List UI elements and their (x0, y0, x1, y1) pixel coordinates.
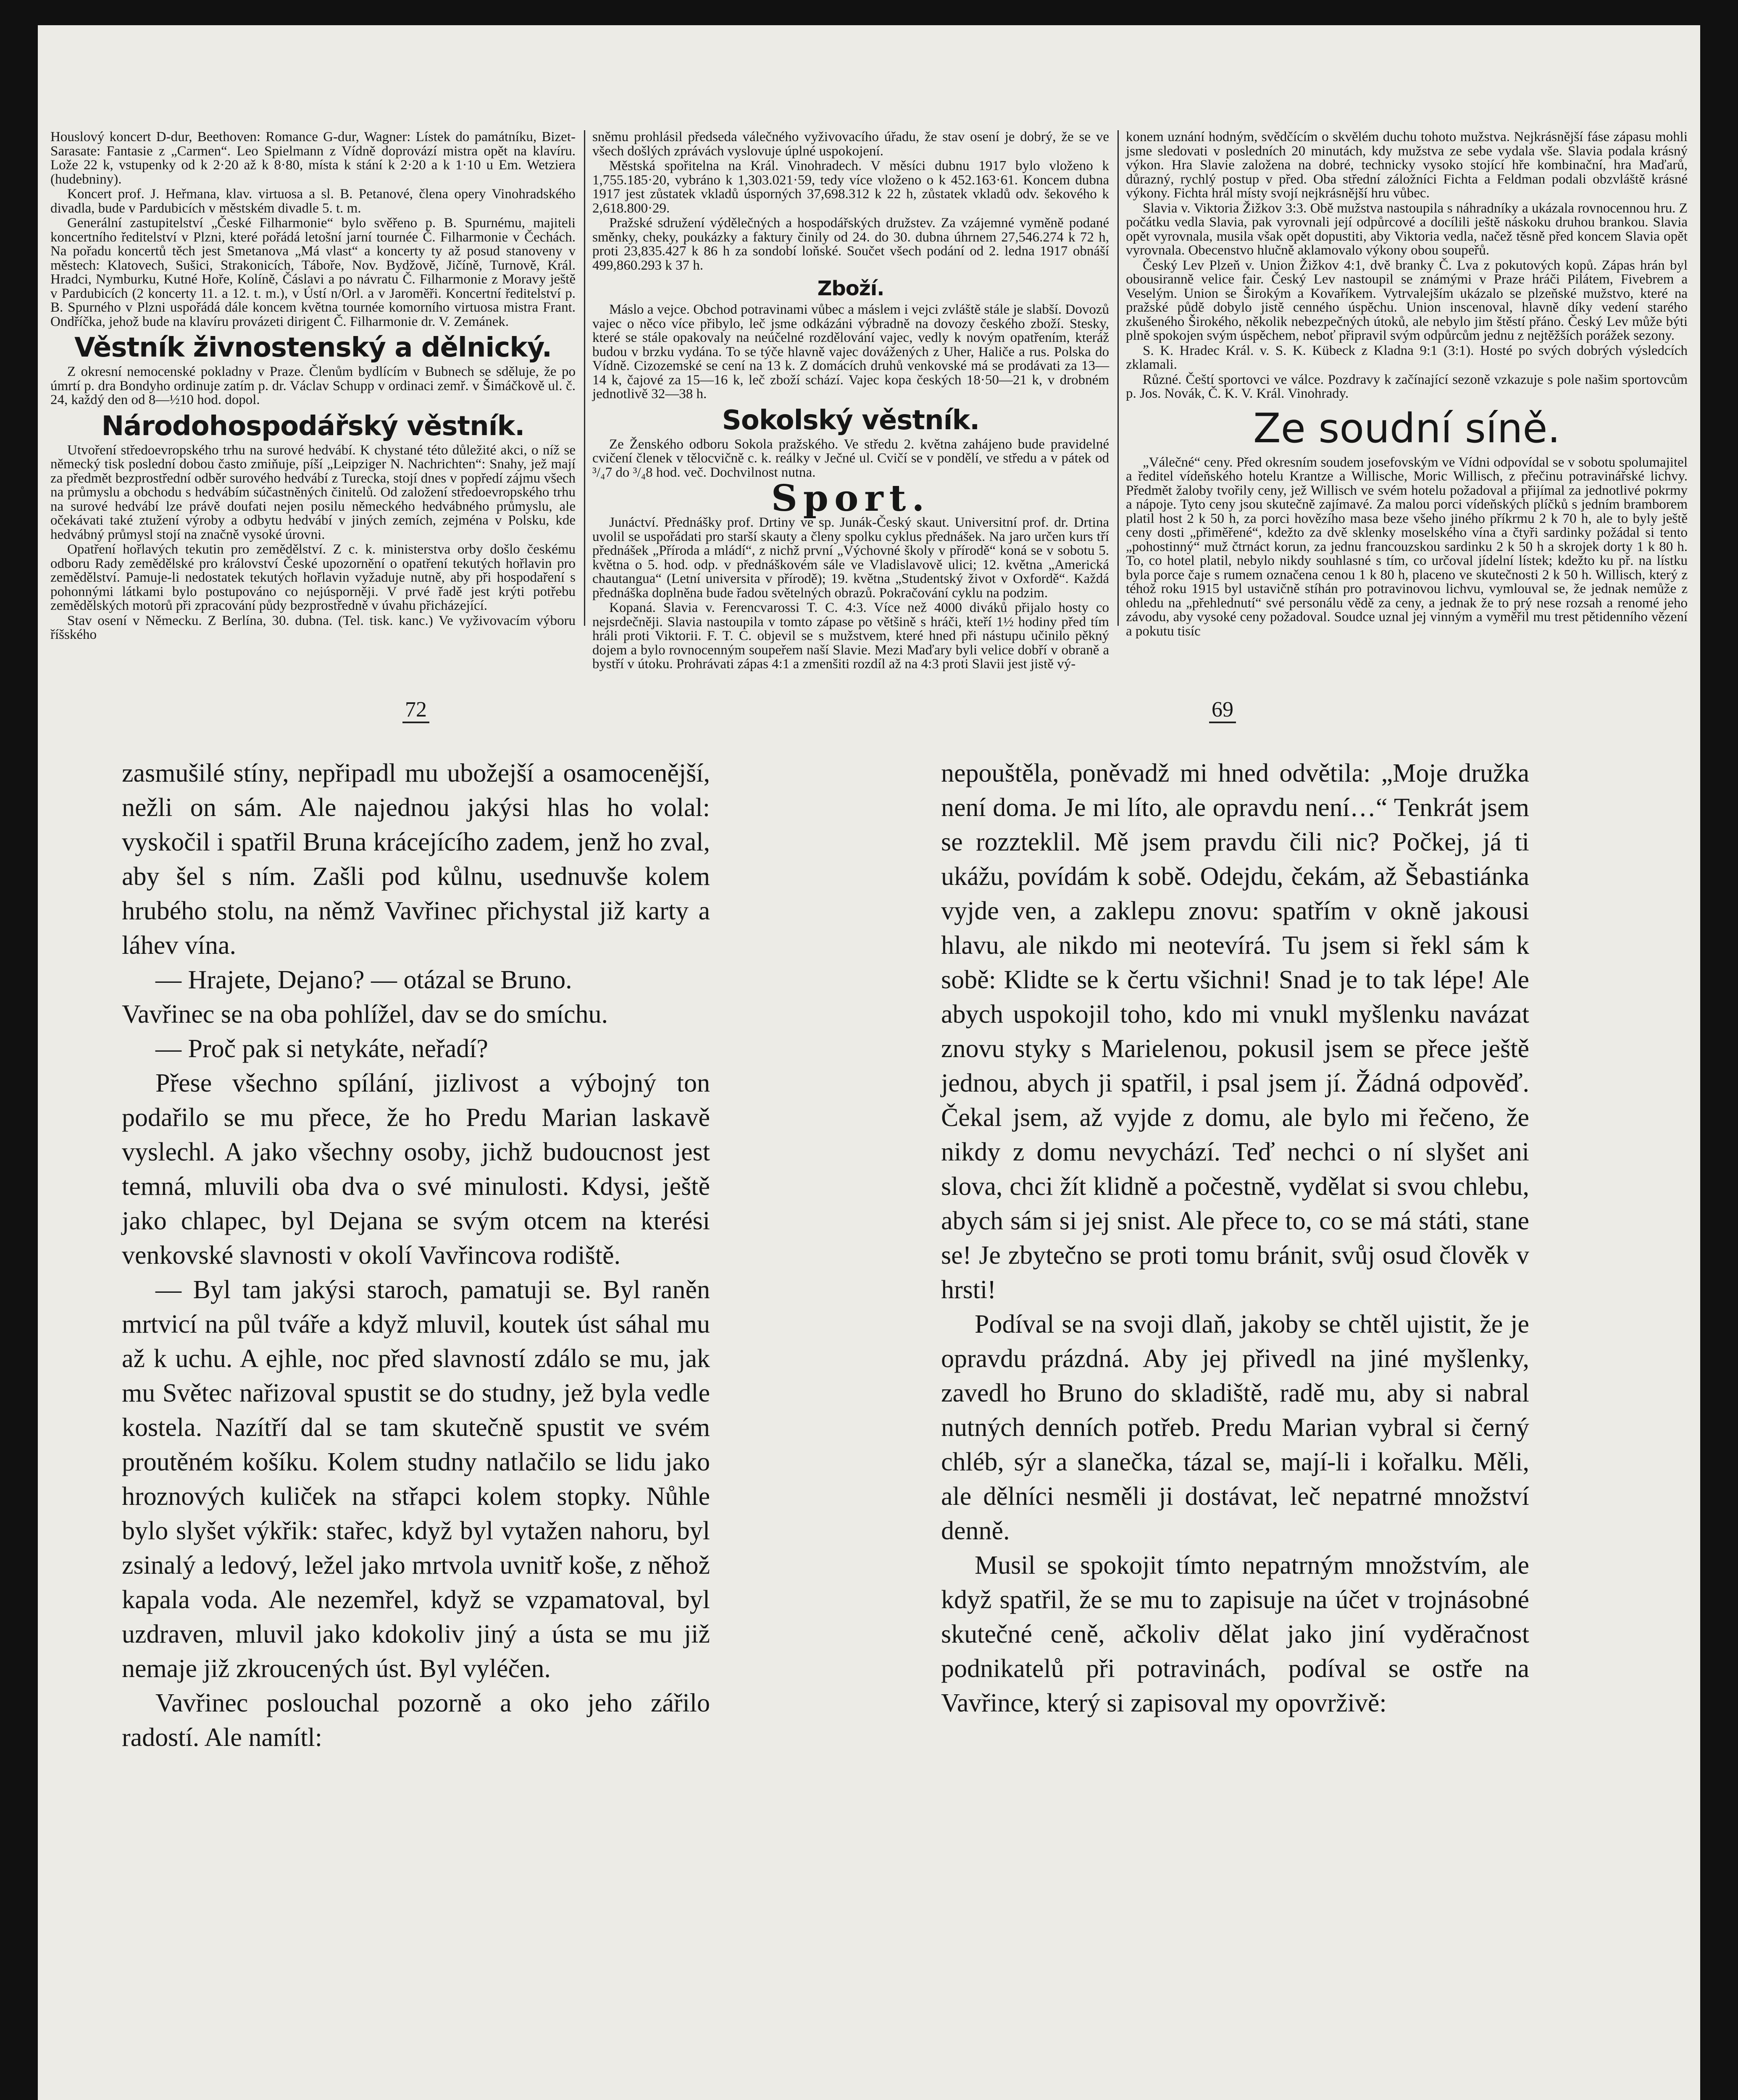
column-2-paragraph: sněmu prohlásil předseda válečného vyživovacího úřadu, že stav osení je dobrý, že se ve všech došlých zprávách vyslovuje úplné uspokojení. (592, 129, 1109, 159)
scanned-page (38, 25, 1700, 2100)
column-3-paragraph: Slavia v. Viktoria Žižkov 3:3. Obě mužstva nastoupila s náhradníky a ukázala rovnocennou hru. Z počátku vedla Slavia, pak vyrovnali její odpůrcové a docílili ještě náskoku druhou brankou. Slavia opět vyrovnala, musila však opět dopustiti, aby Viktoria vedla, načež těsně před koncem Slavia opět vyrovnala. Obecenstvo hlučně aklamovalo výkony obou soupeřů. (1126, 200, 1688, 258)
column-1-paragraph: Houslový koncert D-dur, Beethoven: Romance G-dur, Wagner: Lístek do památníku, Bizet-Sarasate: Fantasie z „Carmen“. Leo Spielmann z Vídně doprovází mistra opět na klavíru. Lože 22 k, vstupenky od k 2·20 až k 8·80, místa k stání k 2·20 a k 1·10 u Em. Wetziera (hudebniny). (50, 129, 576, 187)
page-number-left-text: 72 (402, 698, 429, 723)
book-paragraph: Musil se spokojit tímto nepatrným množstvím, ale když spatřil, že se mu to zapisuje na účet v trojnásobné skutečné ceně, ačkoliv dělat jako jiní vyděračnost podnikatelů při potravinách, podíval se ostře na Vavřince, který si zapisoval my opovrživě: (941, 1551, 1529, 1717)
book-paragraph: — Proč pak si netykáte, neřadí? (155, 1034, 488, 1063)
column-1-paragraph: Stav osení v Německu. Z Berlína, 30. dubna. (Tel. tisk. kanc.) Ve vyživovacím výboru říšského (50, 613, 576, 642)
column-2-paragraph: Junáctví. Přednášky prof. Drtiny ve sp. Junák-Český skaut. Universitní prof. dr. Drtina uvolil se uspořádati pro starší skauty a členy spolku cyklus přednášek. Na jaro určen kurs tří přednášek „Příroda a mládí“, z nichž první „Výchovné školy v přírodě“ koná se v sobotu 5. května o 5. hod. odp. v přednáškovém sále ve Vladislavově ulici; 12. května „Americká chautangua“ (Letní universita v přírodě); 19. května „Studentský život v Oxfordě“. Každá přednáška doplněna bude řadou světelných obrazů. Pokračování cyklu na podzim. (592, 515, 1109, 601)
book-paragraph: Vavřinec poslouchal pozorně a oko jeho zářilo radostí. Ale namítl: (122, 1689, 710, 1752)
column-3-paragraph: konem uznání hodným, svědčícím o skvělém duchu tohoto mužstva. Nejkrásnější fáse zápasu mohli jsme sledovati v posledních 20 minutách, kdy mužstva ze sebe vydala vše. Slavia podala krásný výkon. Hra Slavie založena na dobré, technicky vysoko stojící hře kombinační, hra Maďarů, důrazný, rychlý postup v před. Oba střední záložníci Fichta a Feldman podali obzvláště krásné výkony. Fichta hrál místy svojí nejkrásnější hru vůbec. (1126, 129, 1688, 201)
book-paragraph: nepouštěla, poněvadž mi hned odvětila: „Moje družka není doma. Je mi líto, ale opravdu není…“ Tenkrát jsem se rozzteklil. Mě jsem pravdu čili nic? Počkej, já ti ukážu, povídám k sobě. Odejdu, čekám, až Šebastiánka vyjde ven, a zaklepu znovu: spatřím v okně jakousi hlavu, ale nikdo mi neotevírá. Tu jsem si řekl sám k sobě: Klidte se k čertu všichni! Snad je to tak lépe! Ale abych uspokojil toho, kdo mi vnukl myšlenku navázat znovu styky s Marielenou, pokusil jsem se přece ještě jednou, abych ji spatřil, i psal jsem jí. Žádná odpověď. Čekal jsem, až vyjde z domu, ale bylo mi řečeno, že nikdy z domu nevychází. Teď nechci o ní slyšet ani slova, chci žít klidně a počestně, vydělat si svou chlebu, abych sám si jej snist. Ale přece to, co se má státi, stane se! Je zbytečno se proti tomu bránit, svůj osud člověk v hrsti! (941, 759, 1529, 1304)
column-1-paragraph: Utvoření středoevropského trhu na surové hedvábí. K chystané této důležité akci, o níž se německý tisk poslední dobou často zmiňuje, píší „Leipziger N. Nachrichten“: Snahy, jež mají za předmět bezprostřední odběr surového hedvábí z Turecka, stojí dnes v popředí zájmu všech na průmyslu a obchodu s hedvábím súčastněných činitelů. Od založení středoevropského trhu na surové hedvábí lze právě doufati nejen posilu německého hedvábného průmyslu, ale očekávati také ztužení výroby a odbytu hedvábí v jiných zemích, zejména v Polsku, kde hedvábný průmysl stojí na značně vysoké úrovni. (50, 442, 576, 542)
newspaper-column-2 (592, 129, 1109, 672)
book-paragraph: zasmušilé stíny, nepřipadl mu ubožejší a osamocenější, nežli on sám. Ale najednou jakýsi hlas ho volal: vyskočil i spatřil Bruna krácejícího zadem, jenž ho zval, aby šel s ním. Zašli pod kůlnu, usednuvše kolem hrubého stolu, na němž Vavřinec přichystal již karty a láhev vína. (122, 759, 710, 960)
column-1-paragraph: Generální zastupitelství „České Filharmonie“ bylo svěřeno p. B. Spurnému, majiteli koncertního ředitelství v Plzni, které pořádá letošní jarní tournée Č. Filharmonie v Čechách. Na pořadu koncertů těch jest Smetanova „Má vlast“ a koncerty ty až posud stanoveny v městech: Klatovech, Sušici, Strakonicích, Táboře, Nov. Bydžově, Jičíně, Turnově, Král. Hradci, Nymburku, Kutné Hoře, Kolíně, Čáslavi a po návratu Č. Filharmonie z Moravy ještě v Pardubicích (2 koncerty 11. a 12. t. m.), v Ústí n/Orl. a v Jaroměři. Koncertní ředitelství p. B. Spurného v Plzni uspořádá dále koncem května tournée komorního virtuosa mistra Frant. Ondříčka, jehož bude na klavíru provázeti dirigent Č. Filharmonie dr. V. Zemánek. (50, 215, 576, 329)
book-paragraph: — Hrajete, Dejano? — otázal se Bruno. (155, 966, 572, 994)
section-heading-sokol: Sokolský věstník. (722, 404, 980, 436)
newspaper-column-1 (50, 129, 576, 642)
book-page-right (941, 756, 1529, 2100)
column-1-paragraph: Z okresní nemocenské pokladny v Praze. Členům bydlícím v Bubnech se sděluje, že po úmrtí p. dra Bondyho ordinuje zatím p. dr. Václav Schupp v ordinaci zemř. v Šimáčkově ul. č. 24, každý den od 8—½10 hod. dopol. (50, 364, 576, 407)
page-number-right-text: 69 (1209, 698, 1236, 723)
page-number-right (1181, 697, 1265, 722)
column-3-paragraph: S. K. Hradec Král. v. S. K. Kübeck z Kladna 9:1 (3:1). Hosté po svých dobrých výsledcích zklamali. (1126, 343, 1688, 372)
book-paragraph: — Byl tam jakýsi starоch, pamatuji se. Byl raněn mrtvicí na půl tváře a když mluvil, koutek úst sáhal mu až k uchu. A ejhle, noc před slavností zdálo se mu, jak mu Světec nařizoval spustit se do studny, jež byla vedle kostela. Nazítří dal se tam skutečně spustit ve svém proutěném košíku. Kolem studny natlačilo se lidu jako hroznových kuliček na střapci kolem stopky. Nůhle bylo slyšet výkřik: stařec, když byl vytažen nahoru, byl zsinalý a ledový, ležel jako mrtvola uvnitř koše, z něhož kapala voda. Ale nezemřel, když se vzpamatoval, byl uzdraven, mluvil jako kdokoliv jiný a ústa se mu již nemaje již zkroucených úst. Byl vyléčen. (122, 1276, 710, 1683)
column-3-paragraph: Různé. Čeští sportovci ve válce. Pozdravy k začínající sezoně vzkazuje s pole našim sportovcům p. Jos. Novák, Č. K. V. Král. Vinohrady. (1126, 372, 1688, 401)
column-3-paragraph: „Válečné“ ceny. Před okresním soudem josefovským ve Vídni odpovídal se v sobotu spolumajitel a ředitel vídeňského hotelu Krantze a Willische, Moric Willisch, z přečinu potravinářské lichvy. Předmět žaloby tvořily ceny, jež Willisch ve svém hotelu požadoval a přijímal za jednotlivé pokrmy a nápoje. Tyto ceny jsou skutečně zajímavé. Za malou porci vídeňských plíčků s jedním bramborem platil host 2 k 50 h, za porci hovězího masa beze všeho jiného příkrmu 2 k 70 h, ale to byly ještě ceny dosti „přiměřené“, kdežto za dvě sklenky moselského vína a čtyři sardinky požádal si tento „pohostinný“ muž čtrnáct korun, za jednu francouzskou sardinku 2 k 50 h a skrojek dorty 1 k 80 h. To, co hotel platil, nebylo nikdy souhlasné s tím, co určoval jídelní lístek; kdežto ku př. na lístku byla porce čaje s rumem označena cenou 1 k 80 h, placeno ve skutečnosti 2 k 50 h. Willisch, který z téhož roku 1915 byl ustavičně stíhán pro potravinovou lichvu, vymlouval se, že jednak nemůže z ohledu na „přehlednutí“ své personálu vědě za ceny, a jednak že to prý nese rozsah a renomé jeho závodu, aby vysoké ceny požadoval. Soudce uznal jej vinným a vyměřil mu trest pětidenního vězení a pokutu tisíc (1126, 454, 1688, 639)
column-3-paragraph: Český Lev Plzeň v. Union Žižkov 4:1, dvě branky Č. Lva z pokutových kopů. Zápas hrán byl obousiranně velice fair. Český Lev nastoupil se známými v Praze hráči Pilátem, Fivebrem a Veselým. Union se Širokým a Kovaříkem. Vytrvalejším ukázalo se plzeňské mužstvo, které na pražské půdě dobylo jistě cenného úspěchu. Union inscenoval, hlavně díky vedení starého zkušeného Širokého, několik nebezpečných útoků, ale nebylo jim štěstí přáno. Český Lev může býti plně spokojen svým úspěchem, neboť připravil svým odpůrcům jednu z nejtěžších porážek sezony. (1126, 257, 1688, 343)
column-1-paragraph: Opatření hořlavých tekutin pro zemědělství. Z c. k. ministerstva orby došlo českému odboru Rady zemědělské pro království České upozornění o opatření tekutých hořlavin pro zemědělství. Pamuje-li nedostatek tekutých hořlavin vyžaduje nutně, aby při hospodaření s pohonnými látkami bylo postupováno co nejúsporněji. V prvé řadě jest krýti potřebu zemědělských motorů při zpracování půdy bezprostředně v úvahu přicházející. (50, 542, 576, 613)
column-2-paragraph: Ze Ženského odboru Sokola pražského. Ve středu 2. května zahájeno bude pravidelné cvičení členek v tělocvičně c. k. reálky v Ječné ul. Cvičí se v pondělí, ve středu a v pátek od ³/₄7 do ³/₄8 hod. več. Dochvilnost nutna. (592, 436, 1109, 480)
section-heading-trade: Věstník živnostenský a dělnický. (74, 332, 552, 363)
column-2-paragraph: Pražské sdružení výdělečných a hospodářských družstev. Za vzájemné vyměně podané směnky, cheky, poukázky a faktury činily od 24. do 30. dubna úhrnem 27,546.274 k 72 h, proti 23,835.427 k 86 h za sondobí loňské. Součet všech podání od 2. ledna 1917 obnáší 499,860.293 k 37 h. (592, 215, 1109, 273)
newspaper-clipping (50, 129, 1688, 672)
page-number-left (374, 697, 458, 722)
section-heading-economy: Národohospodářský věstník. (101, 410, 525, 442)
column-2-paragraph: Městská spořitelna na Král. Vinohradech. V měsíci dubnu 1917 bylo vloženo k 1,755.185·20, vybráno k 1,303.021·59, tedy více vloženo o k 452.163·61. Koncem dubna 1917 jest zůstatek vkladů úsporných 37,698.312 k 22 h, zůstatek vkladů odv. šekového k 2,618.800·29. (592, 158, 1109, 216)
column-1-paragraph: Koncert prof. J. Heřmana, klav. virtuosa a sl. B. Petanové, člena opery Vinohradského divadla, bude v Pardubicích v městském divadle 5. t. m. (50, 186, 576, 216)
column-divider (584, 130, 585, 626)
section-heading-sport: Sport. (771, 477, 931, 520)
section-heading-goods: Zboží. (817, 277, 884, 300)
book-page-left (122, 756, 710, 2100)
column-2-paragraph: Máslo a vejce. Obchod potravinami vůbec a máslem i vejci zvláště stále je slabší. Dovozů vajec o něco více přibylo, leč jsme odkázáni výbradně na dovozy českého zboží. Stesky, které se stále opakovaly na neúčelné rozdělování vajec, vedly k novým opatřením, kteráž budou v brzku vydána. To se týče hlavně vajec dovážených z Uher, Haliče a rus. Polska do Vídně. Cizozemské se cení na 13 k. Z domácích druhů venkovské má se prodávati za 13—14 k, čajové za 15—16 k, leč zboží schází. Vajec kopa českých 18·50—21 k, v drobném jednotlivě 32—38 h. (592, 302, 1109, 402)
newspaper-column-3 (1126, 129, 1688, 639)
column-divider (1117, 130, 1119, 626)
column-2-paragraph: Kopaná. Slavia v. Ferencvarossi T. C. 4:3. Více než 4000 diváků přijalo hosty co nejsrdečněji. Slavia nastoupila v tomto zápase po většině s hráči, kteří 1½ hodiny před tím hráli proti Viktorii. F. T. C. objevil se s mužstvem, které hned při nástupu učinilo pěkný dojem a bylo rovnocenným soupeřem naší Slavie. Mezi Maďary byli velice dobří v obraně a bystří v útoku. Prohrávati zápas 4:1 a zmenšiti rozdíl až na 4:3 proti Slavii jest jistě vý- (592, 600, 1109, 672)
section-heading-court: Ze soudní síně. (1253, 404, 1560, 452)
book-paragraph: Vavřinec se na oba pohlížel, dav se do smíchu. (122, 1000, 608, 1029)
book-paragraph: Přese všechno spílání, jizlivost a výbojný ton podařilo se mu přece, že ho Predu Marian laskavě vyslechl. A jako všechny osoby, jichž budoucnost jest temná, mluvili oba dva o své minulosti. Kdysi, ještě jako chlapec, byl Dejana se svým otcem na kterési venkovské slavnosti v okolí Vavřincova rodiště. (122, 1069, 710, 1270)
book-paragraph: Podíval se na svoji dlaň, jakoby se chtěl ujistit, že je opravdu prázdná. Aby jej přivedl na jiné myšlenky, zavedl ho Bruno do skladiště, radě mu, aby si nabral nutných denních potřeb. Predu Marian vybral si černý chléb, sýr a slanečka, tázal se, mají-li i kořalku. Měli, ale dělníci nesměli ji dostávat, leč nepatrné množství denně. (941, 1310, 1529, 1545)
